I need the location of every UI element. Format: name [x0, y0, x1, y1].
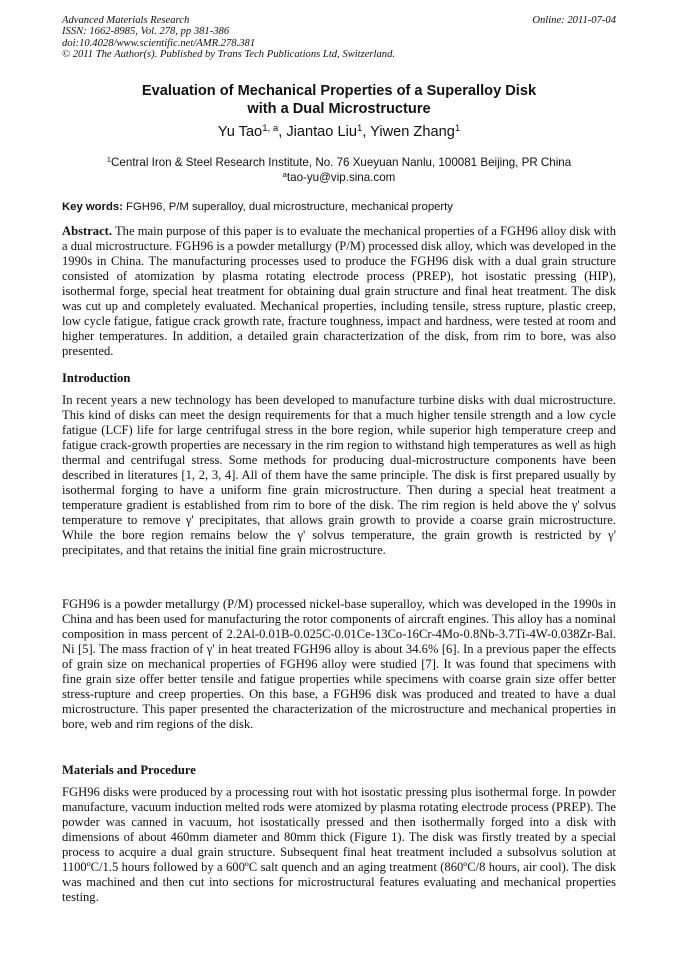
title-line-1: Evaluation of Mechanical Properties of a Superalloy Disk [141, 83, 537, 99]
section-heading-materials: Materials and Procedure [62, 763, 196, 777]
online-date: Online: 2011-07-04 [532, 15, 616, 26]
author-name: Jiantao Liu [286, 124, 357, 140]
abstract-text: The main purpose of this paper is to evaluate the mechanical properties of a FGH96 alloy disk with a dual microstructure. FGH96 is a powder metallurgy (P/M) processed disk alloy, which was developed in the 1990s in China. The manufacturing processes used to produce the FGH96 disk with a dual grain structure consisted of atomization by plasma rotating electrode process (PREP), hot isostatic pressing (HIP), isothermal forge, special heat treatment for obtaining dual grain structure and final heat treatment. The disk was cut up and completely evaluated. Mechanical properties, including tensile, stress rupture, plastic creep, low cycle fatigue, fatigue crack growth rate, fracture toughness, impact and hardness, were tested at room and higher temperatures. In addition, a detailed grain characterization of the disk, from rim to bore, was also presented. [62, 224, 616, 358]
affiliation-mark: 1 [106, 154, 112, 164]
materials-paragraph-1 [62, 785, 616, 905]
paragraph: FGH96 is a powder metallurgy (P/M) processed nickel-base superalloy, which was developed in the 1990s in China and has been used for manufacturing the rotor components of aircraft engines. This alloy has a nominal composition in mass percent of 2.2Al-0.01B-0.025C-0.01Ce-13Co-16Cr-4Mo-0.8Nb-3.7Ti-4W-0.038Zr-Bal. Ni [5]. The mass fraction of γ' in heat treated FGH96 alloy is about 34.6% [6]. In a previous paper the effects of grain size on mechanical properties of FGH96 alloy were studied [7]. It was found that specimens with fine grain size offer better tensile and fatigue properties while specimens with coarse grain size offer better stress-rupture and creep properties. On this base, a FGH96 disk was produced and treated to have a dual microstructure. This paper presented the characterization of the microstructure and mechanical properties in bore, web and rim regions of the disk. [62, 597, 616, 731]
author-name: Yiwen Zhang [370, 124, 455, 140]
author-email: tao-yu@vip.sina.com [286, 171, 396, 184]
paragraph: In recent years a new technology has been developed to manufacture turbine disks with dual microstructure. This kind of disks can meet the design requirements for that a much higher tensile strength and a low cycle fatigue (LCF) life for large centrifugal stress in the bore region, while superior high temperature creep and fatigue crack-growth properties are necessary in the rim region to withstand high temperatures as well as high thermal and centrifugal stress. Some methods for producing dual-microstructure components have been described in literatures [1, 2, 3, 4]. All of them have the same principle. The disk is first prepared usually by isothermal forging to have a uniform fine grain microstructure. Then during a special heat treatment a temperature gradient is established from rim to bore of the disk. The rim region is held above the γ' solvus temperature to remove γ' precipitates, that allows grain growth to provide a coarse grain microstructure. While the bore region remains below the γ' solvus temperature, the grain growth is restricted by γ' precipitates, and that retains the initial fine grain microstructure. [62, 393, 616, 557]
author-affil-mark: 1 [454, 122, 461, 134]
email-mark: a [282, 169, 287, 179]
affiliation [62, 155, 616, 185]
author-affil-mark: 1, a [262, 122, 279, 134]
title-line-2: with a Dual Microstructure [247, 101, 431, 117]
abstract-label: Abstract. [62, 224, 113, 238]
journal-name: Advanced Materials Research [62, 15, 190, 26]
intro-paragraph-1 [62, 393, 616, 557]
keywords [62, 200, 616, 215]
paragraph: FGH96 disks were produced by a processing rout with hot isostatic pressing plus isothermal forge. In powder manufacture, vacuum induction melted rods were atomized by plasma rotating electrode process (PREP). The powder was canned in vacuum, hot isostatically pressed and then isothermally forged into a disk with dimensions of about 460mm diameter and 80mm thick (Figure 1). The disk was firstly treated by a special process to acquire a dual grain structure. Subsequent final heat treatment included a subsolvus solution at 1100ºC/1.5 hours followed by a 600ºC salt quench and an aging treatment (860ºC/8 hours, air cool). The disk was machined and then cut into sections for microstructural features evaluating and mechanical properties testing. [62, 785, 616, 904]
affiliation-text: Central Iron & Steel Research Institute, No. 76 Xueyuan Nanlu, 100081 Beijing, PR China [111, 156, 572, 169]
paper-title [62, 82, 616, 118]
author-affil-mark: 1 [356, 122, 363, 134]
running-header [62, 15, 616, 60]
issn-line: ISSN: 1662-8985, Vol. 278, pp 381-386 [62, 26, 230, 38]
copyright-line: © 2011 The Author(s). Published by Trans Tech Publications Ltd, Switzerland. [62, 48, 396, 60]
author-name: Yu Tao [217, 124, 263, 140]
abstract [62, 224, 616, 359]
keywords-label: Key words: [62, 201, 123, 213]
author-list: Yu Tao$^{1, a}$, Jiantao Liu$^1$, Yiwen Zhang$^1$ [217, 122, 461, 140]
doi-line: doi:10.4028/www.scientific.net/AMR.278.381 [62, 37, 256, 49]
intro-paragraph-2 [62, 597, 616, 732]
keywords-text: FGH96, P/M superalloy, dual microstructure, mechanical property [122, 201, 453, 213]
section-heading-introduction: Introduction [62, 371, 131, 385]
